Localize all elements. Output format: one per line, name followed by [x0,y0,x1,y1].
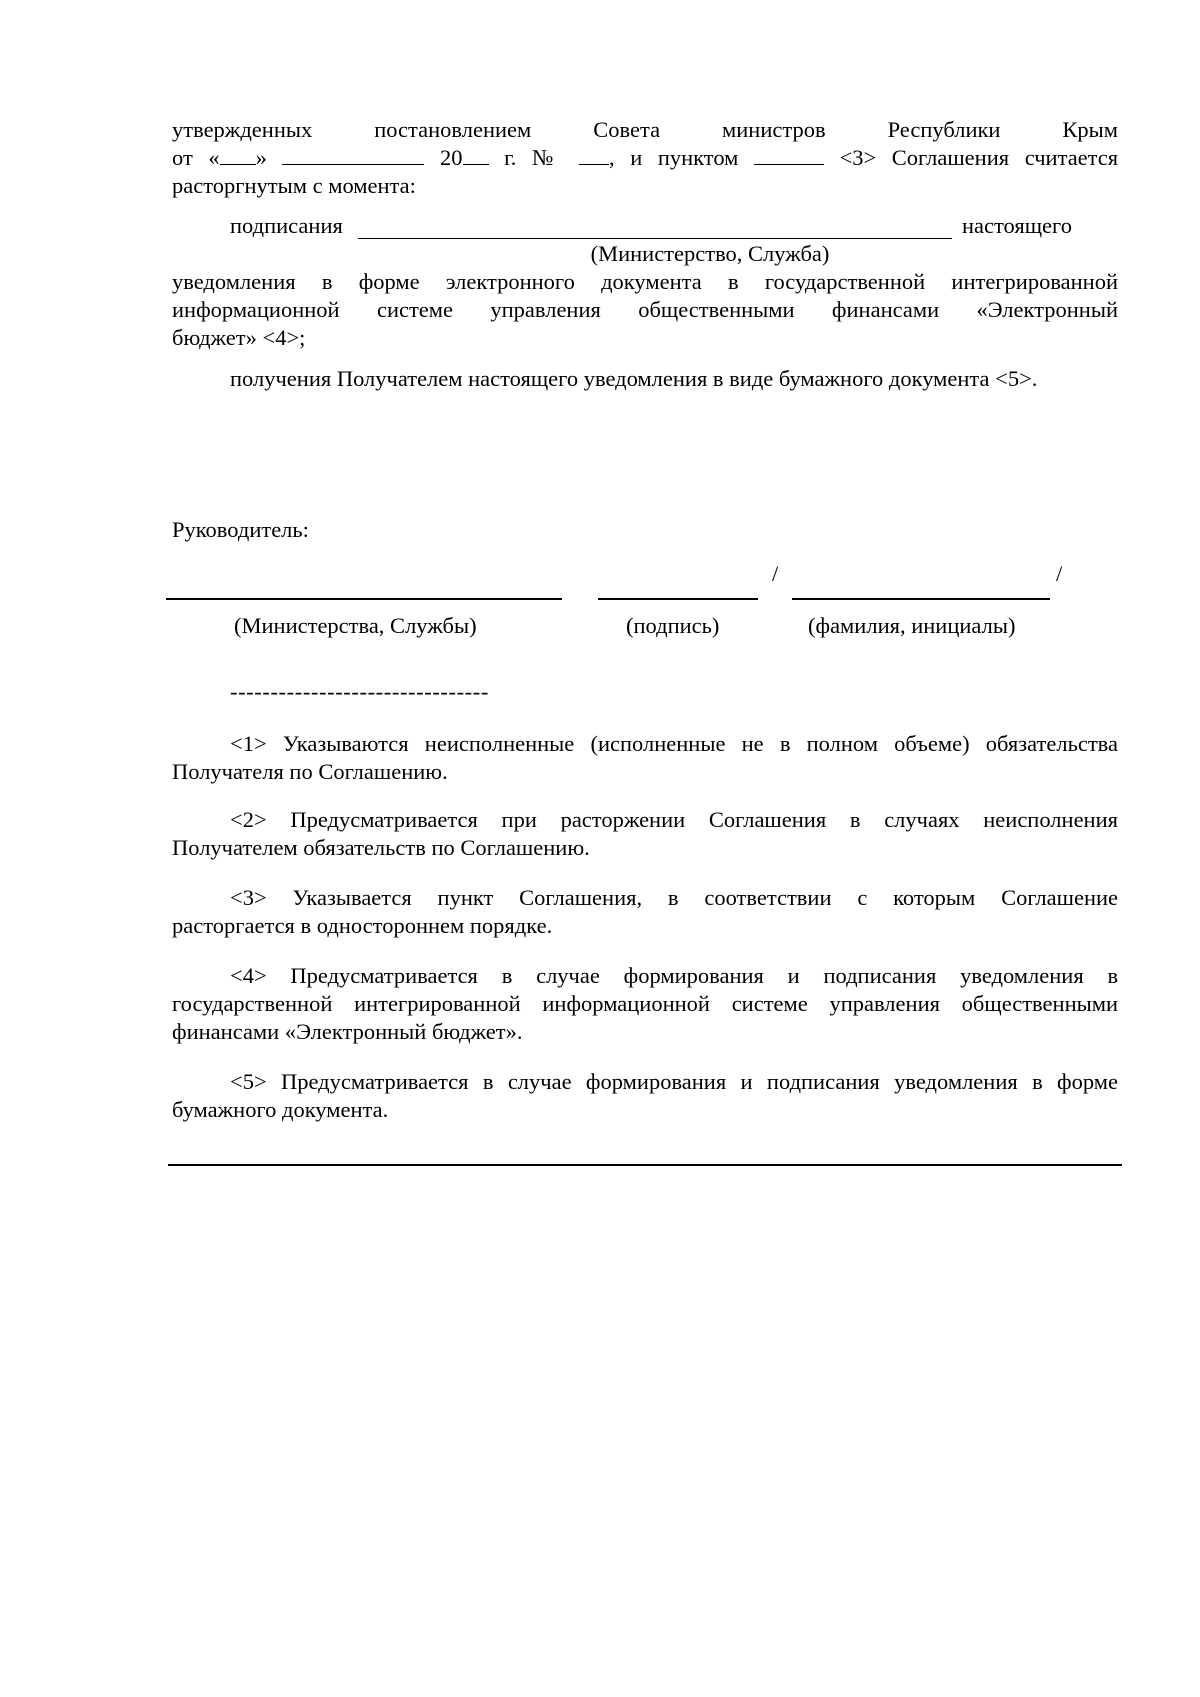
signing-trailing: настоящего [962,213,1072,238]
word: государственной [764,269,926,294]
word: Соглашения [708,807,827,832]
word: электронного [445,269,575,294]
word: (исполненные [590,731,726,756]
signing-cont-line-3: бюджет» <4>; [172,325,306,350]
footnote-4-line-2 [172,990,1118,1018]
word: Указывается [292,885,412,910]
intro-line-3: расторгнутым с момента: [172,173,416,198]
word: информационной [172,297,340,322]
word: соответствии [704,885,832,910]
footnote-2-line-1 [230,806,1118,834]
word: финансами [831,297,940,322]
name-signature-line [792,598,1050,600]
year-suffix: г. [504,145,517,170]
word: министров [722,117,826,142]
word: <2> [230,807,267,832]
ministry-caption: (Министерство, Служба) [590,241,830,266]
word: Указываются [282,731,409,756]
footnote-1-line-1 [230,730,1118,758]
word: утвержденных [172,117,313,142]
slash-1: / [772,561,779,586]
word: и [740,1069,753,1094]
word: уведомления [894,1069,1018,1094]
word: Предусматривается [290,963,478,988]
signing-cont-line-1 [172,268,1118,296]
month-blank [282,144,424,165]
word: документа [601,269,702,294]
word: форме [1057,1069,1118,1094]
word: неисполненные [424,731,575,756]
word: расторжении [560,807,686,832]
word: подписания [823,963,937,988]
year-field: 20 [440,145,489,170]
word: Соглашения, [519,885,643,910]
word: <3> [230,885,267,910]
number-field: , и [579,145,642,170]
footnote-2-line-2: Получателем обязательств по Соглашению. [172,835,590,860]
word: с [857,885,868,910]
ot-label: от [172,145,193,170]
word: <4> [230,963,267,988]
word: при [501,807,537,832]
day-field: « » [208,145,267,170]
word: управления [829,991,940,1016]
word: неисполнения [983,807,1118,832]
word: «Электронный [976,297,1118,322]
word: <1> [230,731,267,756]
word: интегрированной [354,991,521,1016]
footnote-5-line-1 [230,1068,1118,1096]
word: уведомления [960,963,1084,988]
word: в [501,963,513,988]
word: полном [806,731,878,756]
intro-line-1 [172,116,1118,144]
word: которым [893,885,976,910]
word: обязательства [985,731,1118,756]
footnote-4-line-1 [230,962,1118,990]
word: уведомления [172,269,296,294]
word: в [667,885,679,910]
number-sign: № [532,145,564,170]
punktom-word: пунктом [657,145,739,170]
org-signature-line [166,598,562,600]
footnote-separator: -------------------------------- [230,679,489,704]
number-blank [579,144,609,165]
footnote-1-line-2: Получателя по Соглашению. [172,759,448,784]
word: Совета [593,117,661,142]
word: случаях [884,807,960,832]
word: Соглашение [1001,885,1119,910]
signing-word: подписания [230,213,343,238]
word: объеме) [894,731,970,756]
word: <5> [230,1069,267,1094]
word: в [1107,963,1119,988]
word: системе [376,297,454,322]
word: в [1032,1069,1043,1094]
word: и [787,963,800,988]
caption-sign: (подпись) [626,613,720,638]
sign-signature-line [598,598,758,600]
footnote-3-line-2: расторгается в одностороннем порядке. [172,913,553,938]
word: системе [731,991,808,1016]
word: в [849,807,861,832]
signing-cont-line-2 [172,296,1118,324]
word: Предусматривается [280,1069,469,1094]
slash-2: / [1056,561,1063,586]
page-bottom-rule [168,1164,1122,1166]
word: в [321,269,333,294]
ref-3: <3> [839,145,877,170]
footnote-4-line-3: финансами «Электронный бюджет». [172,1019,523,1044]
word: интегрированной [951,269,1119,294]
word: постановлением [374,117,532,142]
word: не [741,731,764,756]
word: случае [507,1069,572,1094]
day-blank [220,144,256,165]
word: в [727,269,739,294]
footnote-5-line-2: бумажного документа. [172,1097,389,1122]
caption-org: (Министерства, Службы) [234,613,477,638]
punkt-blank [754,144,824,165]
word: случае [536,963,600,988]
agreement-word: Соглашения [891,145,1010,170]
word: информационной [542,991,710,1016]
word: пункт [437,885,494,910]
word: государственной [172,991,333,1016]
word: форме [358,269,420,294]
word: формирования [585,1069,727,1094]
word: Крым [1062,117,1119,142]
intro-line-2 [172,144,1118,172]
word: в [779,731,791,756]
caption-name: (фамилия, инициалы) [808,613,1016,638]
word: подписания [766,1069,880,1094]
word: общественными [961,991,1119,1016]
word: Республики [887,117,1001,142]
word: Предусматривается [290,807,478,832]
year-blank [463,144,489,165]
word: в [482,1069,494,1094]
footnote-3-line-1 [230,884,1118,912]
word: общественными [638,297,795,322]
ministry-name-blank [358,238,952,239]
head-label: Руководитель: [172,517,309,542]
word: формирования [623,963,764,988]
considered-word: считается [1024,145,1119,170]
word: управления [490,297,601,322]
receipt-option: получения Получателем настоящего уведомления в виде бумажного документа <5>. [230,366,1038,391]
